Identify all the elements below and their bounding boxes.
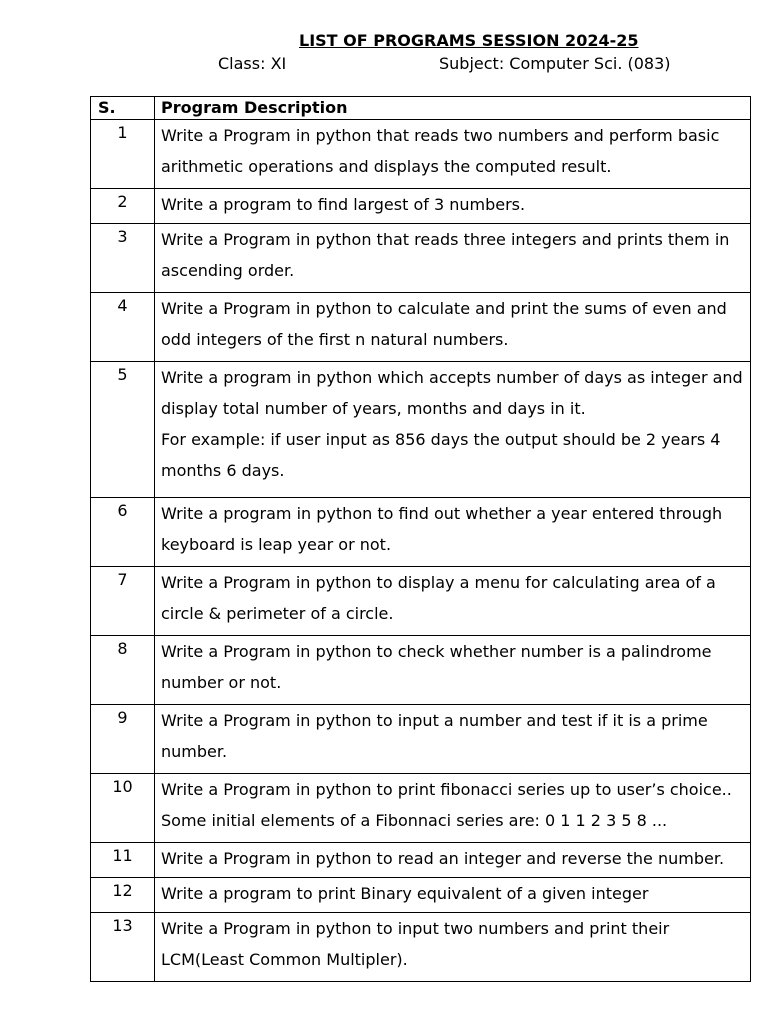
row-number: 12 bbox=[91, 878, 155, 913]
row-description-text: Write a Program in python to print fibonacci series up to user’s choice.. Some initial elements of a Fibonnaci series are: 0 1 1 2 3 5 8 ... bbox=[161, 780, 732, 830]
row-description bbox=[155, 362, 751, 498]
row-description-text: Write a Program in python that reads three integers and prints them in ascending order. bbox=[161, 230, 730, 280]
row-number: 5 bbox=[91, 362, 155, 498]
row-description-text: Write a Program in python to display a menu for calculating area of a circle & perimeter of a circle. bbox=[161, 573, 716, 623]
row-description bbox=[155, 913, 751, 982]
row-description bbox=[155, 293, 751, 362]
row-number: 9 bbox=[91, 705, 155, 774]
row-description-text: Write a Program in python to input two numbers and print their LCM(Least Common Multipler). bbox=[161, 919, 670, 969]
row-description bbox=[155, 705, 751, 774]
table-row bbox=[91, 293, 751, 362]
row-description-text: Write a program in python to find out whether a year entered through keyboard is leap year or not. bbox=[161, 504, 723, 554]
row-description-text: Write a Program in python that reads two numbers and perform basic arithmetic operations and displays the computed result. bbox=[161, 126, 720, 176]
column-header-sno: S. bbox=[91, 97, 155, 120]
row-description bbox=[155, 636, 751, 705]
table-row bbox=[91, 567, 751, 636]
row-number: 7 bbox=[91, 567, 155, 636]
table-row bbox=[91, 224, 751, 293]
row-number: 3 bbox=[91, 224, 155, 293]
row-number: 11 bbox=[91, 843, 155, 878]
row-description-text: Write a Program in python to input a number and test if it is a prime number. bbox=[161, 711, 708, 761]
row-description-text: Write a Program in python to check whether number is a palindrome number or not. bbox=[161, 642, 712, 692]
table-row bbox=[91, 189, 751, 224]
row-description-text: Write a program in python which accepts number of days as integer and display total number of years, months and days in it. bbox=[161, 368, 743, 418]
row-number: 10 bbox=[91, 774, 155, 843]
row-description bbox=[155, 567, 751, 636]
table-row bbox=[91, 774, 751, 843]
row-description bbox=[155, 224, 751, 293]
table-row bbox=[91, 120, 751, 189]
table-row bbox=[91, 878, 751, 913]
row-description-example: For example: if user input as 856 days the output should be 2 years 4 months 6 days. bbox=[161, 430, 721, 480]
row-number: 8 bbox=[91, 636, 155, 705]
row-description bbox=[155, 878, 751, 913]
table-row bbox=[91, 636, 751, 705]
row-description bbox=[155, 774, 751, 843]
table-row bbox=[91, 843, 751, 878]
row-description bbox=[155, 189, 751, 224]
table-row bbox=[91, 498, 751, 567]
programs-table bbox=[90, 96, 751, 982]
row-number: 1 bbox=[91, 120, 155, 189]
table-row bbox=[91, 362, 751, 498]
row-number: 13 bbox=[91, 913, 155, 982]
row-description bbox=[155, 120, 751, 189]
subject-label: Subject: Computer Sci. (083) bbox=[439, 54, 671, 73]
row-number: 4 bbox=[91, 293, 155, 362]
table-header-row bbox=[91, 97, 751, 120]
document-title: LIST OF PROGRAMS SESSION 2024-25 bbox=[299, 31, 639, 50]
row-number: 6 bbox=[91, 498, 155, 567]
row-description-text: Write a program to print Binary equivalent of a given integer bbox=[161, 884, 649, 903]
row-description-text: Write a Program in python to calculate and print the sums of even and odd integers of the first n natural numbers. bbox=[161, 299, 727, 349]
row-description bbox=[155, 498, 751, 567]
table-row bbox=[91, 913, 751, 982]
row-number: 2 bbox=[91, 189, 155, 224]
row-description-text: Write a program to find largest of 3 numbers. bbox=[161, 195, 526, 214]
row-description bbox=[155, 843, 751, 878]
column-header-description: Program Description bbox=[155, 97, 751, 120]
class-label: Class: XI bbox=[218, 54, 287, 73]
row-description-text: Write a Program in python to read an integer and reverse the number. bbox=[161, 849, 725, 868]
table-row bbox=[91, 705, 751, 774]
